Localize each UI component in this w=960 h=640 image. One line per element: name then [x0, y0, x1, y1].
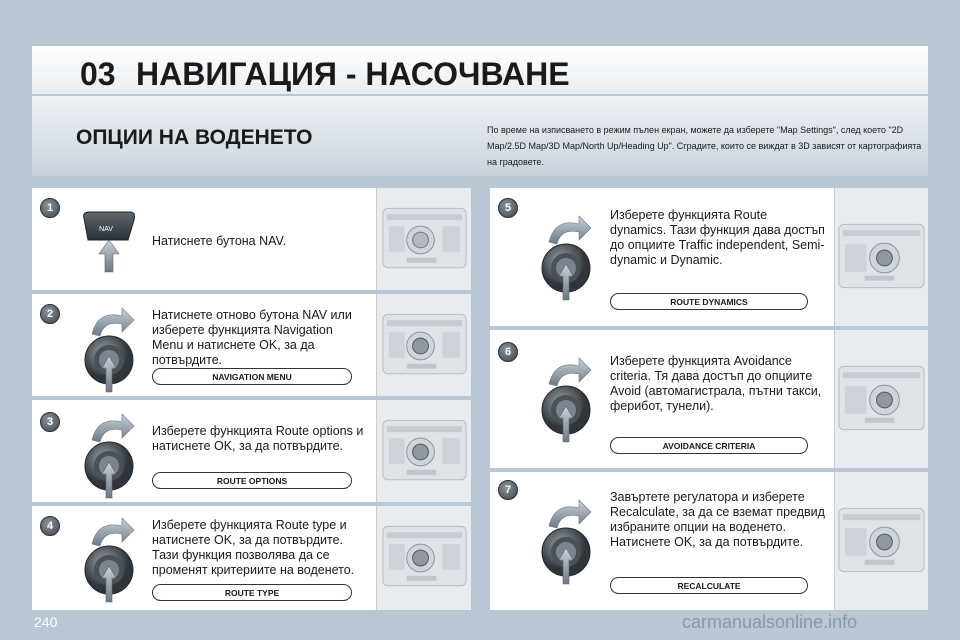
step-badge-3: 3 [40, 412, 60, 432]
step-badge-1: 1 [40, 198, 60, 218]
step-badge-2: 2 [40, 304, 60, 324]
step-badge-5: 5 [498, 198, 518, 218]
rotary-knob-icon [535, 212, 597, 302]
rotary-knob-icon [535, 496, 597, 586]
menu-label-4: ROUTE TYPE [152, 584, 352, 601]
step-text-6: Изберете функцията Avoidance criteria. Тя дава достъп до опциите Avoid (автомагистрала, пътни такси, фeрибот, тунели). [610, 354, 822, 413]
chapter-number: 03 [80, 56, 116, 92]
nav-button-icon [78, 210, 140, 274]
chapter-title: НАВИГАЦИЯ - НАСОЧВАНЕ [136, 56, 570, 92]
rotary-knob-icon [535, 354, 597, 444]
rotary-knob-icon [78, 514, 140, 604]
step-badge-4: 4 [40, 516, 60, 536]
menu-label-2: NAVIGATION MENU [152, 368, 352, 385]
page-number: 240 [34, 614, 58, 630]
step-text-7: Завъртете регулатора и изберете Recalculate, за да се вземат предвид избраните опции на воденето. Натиснете OK, за да потвърдите. [610, 490, 825, 549]
step-text-4: Изберете функцията Route type и натиснете OK, за да потвърдите. Тази функция позволява да се променят критериите на воденето. [152, 518, 355, 577]
step-text-5: Изберете функцията Route dynamics. Тази функция дава достъп до опциите Traffic independent, Semi-dynamic и Dynamic. [610, 208, 825, 267]
step-text-3: Изберете функцията Route options и натиснете OK, за да потвърдите. [152, 424, 364, 453]
radio-unit-image-6 [834, 330, 928, 468]
step-badge-7: 7 [498, 480, 518, 500]
menu-label-3: ROUTE OPTIONS [152, 472, 352, 489]
nav-button-label: NAV [99, 226, 113, 233]
radio-unit-image-5 [834, 188, 928, 326]
step-text-1: Натиснете бутона NAV. [152, 234, 287, 248]
rotary-knob-icon [78, 410, 140, 500]
radio-unit-image-4 [376, 506, 471, 610]
radio-unit-image-2 [376, 294, 471, 396]
radio-unit-image-3 [376, 400, 471, 502]
intro-text: По време на изписването в режим пълен екран, можете да изберете "Map Settings", след което "2D Map/2.5D Map/3D Map/North Up/Heading Up". Сградите, които се виждат в 3D зависят от картографията на градовете. [487, 125, 922, 167]
step-text-2: Натиснете отново бутона NAV или изберете функцията Navigation Menu и натиснете OK, за да потвърдите. [152, 308, 352, 367]
rotary-knob-icon [78, 304, 140, 394]
menu-label-7: RECALCULATE [610, 577, 808, 594]
watermark: carmanualsonline.info [682, 612, 858, 632]
menu-label-6: AVOIDANCE CRITERIA [610, 437, 808, 454]
radio-unit-image-1 [376, 188, 471, 290]
radio-unit-image-7 [834, 472, 928, 610]
menu-label-5: ROUTE DYNAMICS [610, 293, 808, 310]
step-badge-6: 6 [498, 342, 518, 362]
section-title: ОПЦИИ НА ВОДЕНЕТО [76, 126, 313, 149]
